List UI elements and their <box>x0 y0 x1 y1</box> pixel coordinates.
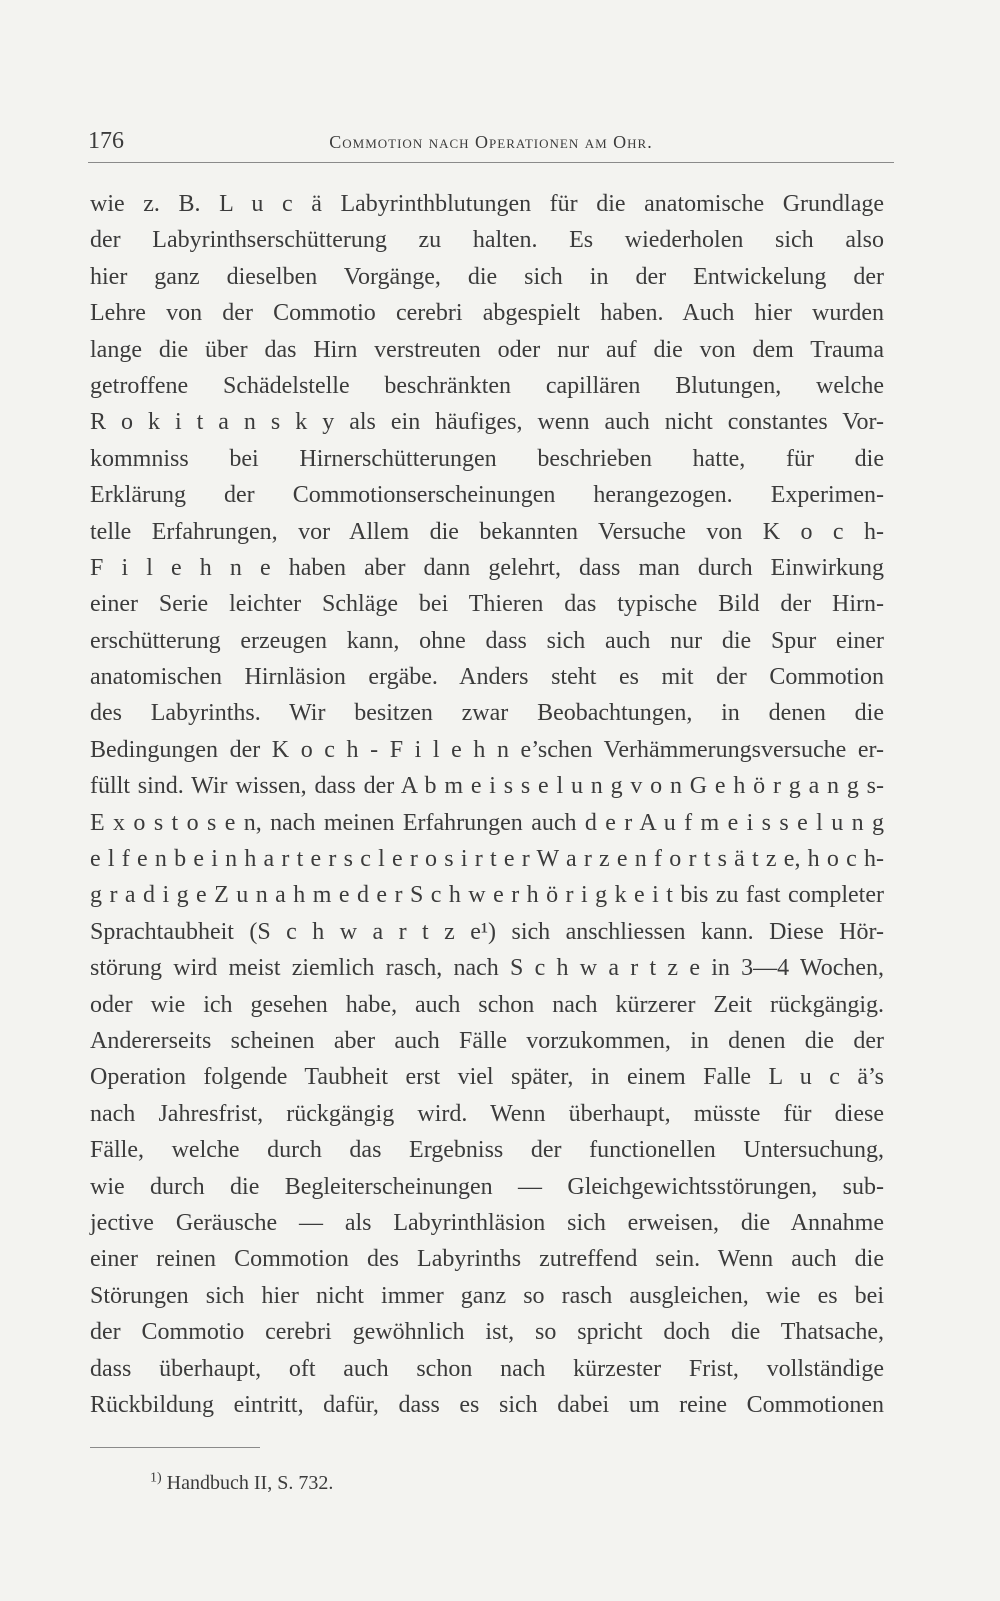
text-line: Störungen sich hier nicht immer ganz so rasch ausgleichen, wie es bei <box>90 1282 884 1309</box>
text-line: telle Erfahrungen, vor Allem die bekannten Versuche von K o c h- <box>90 518 884 545</box>
body-text <box>90 186 884 1423</box>
text-line: F i l e h n e haben aber dann gelehrt, dass man durch Einwirkung <box>90 554 884 581</box>
running-head: Commotion nach Operationen am Ohr. <box>329 132 653 152</box>
text-line: der Commotio cerebri gewöhnlich ist, so spricht doch die Thatsache, <box>90 1319 884 1346</box>
page-header <box>88 128 894 163</box>
text-line: oder wie ich gesehen habe, auch schon nach kürzerer Zeit rückgängig. <box>90 991 884 1018</box>
text-line: Rückbildung eintritt, dafür, dass es sich dabei um reine Commotionen <box>90 1391 884 1418</box>
text-line: einer Serie leichter Schläge bei Thieren das typische Bild der Hirn- <box>90 591 884 618</box>
text-line: Sprachtaubheit (S c h w a r t z e¹) sich anschliessen kann. Diese Hör- <box>90 918 884 945</box>
footnote-marker: 1) <box>150 1470 162 1486</box>
text-line: Operation folgende Taubheit erst viel später, in einem Falle L u c ä’s <box>90 1064 884 1091</box>
text-line: E x o s t o s e n, nach meinen Erfahrungen auch d e r A u f m e i s s e l u n g <box>90 809 884 836</box>
text-line: e l f e n b e i n h a r t e r s c l e r o s i r t e r W a r z e n f o r t s ä t z e, h o c h- <box>90 846 884 873</box>
text-line: einer reinen Commotion des Labyrinths zutreffend sein. Wenn auch die <box>90 1246 884 1273</box>
text-line: dass überhaupt, oft auch schon nach kürzester Frist, vollständige <box>90 1355 884 1382</box>
text-line: wie z. B. L u c ä Labyrinthblutungen für die anatomische Grundlage <box>90 191 884 217</box>
text-line: des Labyrinths. Wir besitzen zwar Beobachtungen, in denen die <box>90 700 884 727</box>
text-line: kommniss bei Hirnerschütterungen beschrieben hatte, für die <box>90 445 884 472</box>
text-line: erschütterung erzeugen kann, ohne dass sich auch nur die Spur einer <box>90 627 884 654</box>
page-number: 176 <box>88 128 124 154</box>
text-line: getroffene Schädelstelle beschränkten capillären Blutungen, welche <box>90 372 884 399</box>
text-line: Andererseits scheinen aber auch Fälle vorzukommen, in denen die der <box>90 1027 884 1054</box>
text-line: nach Jahresfrist, rückgängig wird. Wenn überhaupt, müsste für diese <box>90 1100 884 1127</box>
text-line: füllt sind. Wir wissen, dass der A b m e i s s e l u n g v o n G e h ö r g a n g s- <box>90 773 884 800</box>
text-line: Fälle, welche durch das Ergebniss der functionellen Untersuchung, <box>90 1137 884 1164</box>
text-line: lange die über das Hirn verstreuten oder nur auf die von dem Trauma <box>90 336 884 363</box>
text-line: Erklärung der Commotionserscheinungen herangezogen. Experimen- <box>90 482 884 509</box>
text-line: der Labyrinthserschütterung zu halten. Es wiederholen sich also <box>90 227 884 254</box>
footnote-text: Handbuch II, S. 732. <box>166 1472 334 1494</box>
text-line: störung wird meist ziemlich rasch, nach S c h w a r t z e in 3—4 Wochen, <box>90 955 884 982</box>
text-line: wie durch die Begleiterscheinungen — Gleichgewichtsstörungen, sub- <box>90 1173 884 1200</box>
text-line: Bedingungen der K o c h - F i l e h n e’schen Verhämmerungsversuche er- <box>90 736 884 763</box>
footnote <box>150 1472 333 1495</box>
text-line: g r a d i g e Z u n a h m e d e r S c h w e r h ö r i g k e i t bis zu fast completer <box>90 882 884 909</box>
text-line: anatomischen Hirnläsion ergäbe. Anders steht es mit der Commotion <box>90 664 884 691</box>
text-line: jective Geräusche — als Labyrinthläsion sich erweisen, die Annahme <box>90 1209 884 1236</box>
text-line: hier ganz dieselben Vorgänge, die sich in der Entwickelung der <box>90 263 884 290</box>
footnote-rule <box>90 1447 260 1448</box>
text-line: Lehre von der Commotio cerebri abgespielt haben. Auch hier wurden <box>90 300 884 327</box>
text-line: R o k i t a n s k y als ein häufiges, wenn auch nicht constantes Vor- <box>90 409 884 436</box>
